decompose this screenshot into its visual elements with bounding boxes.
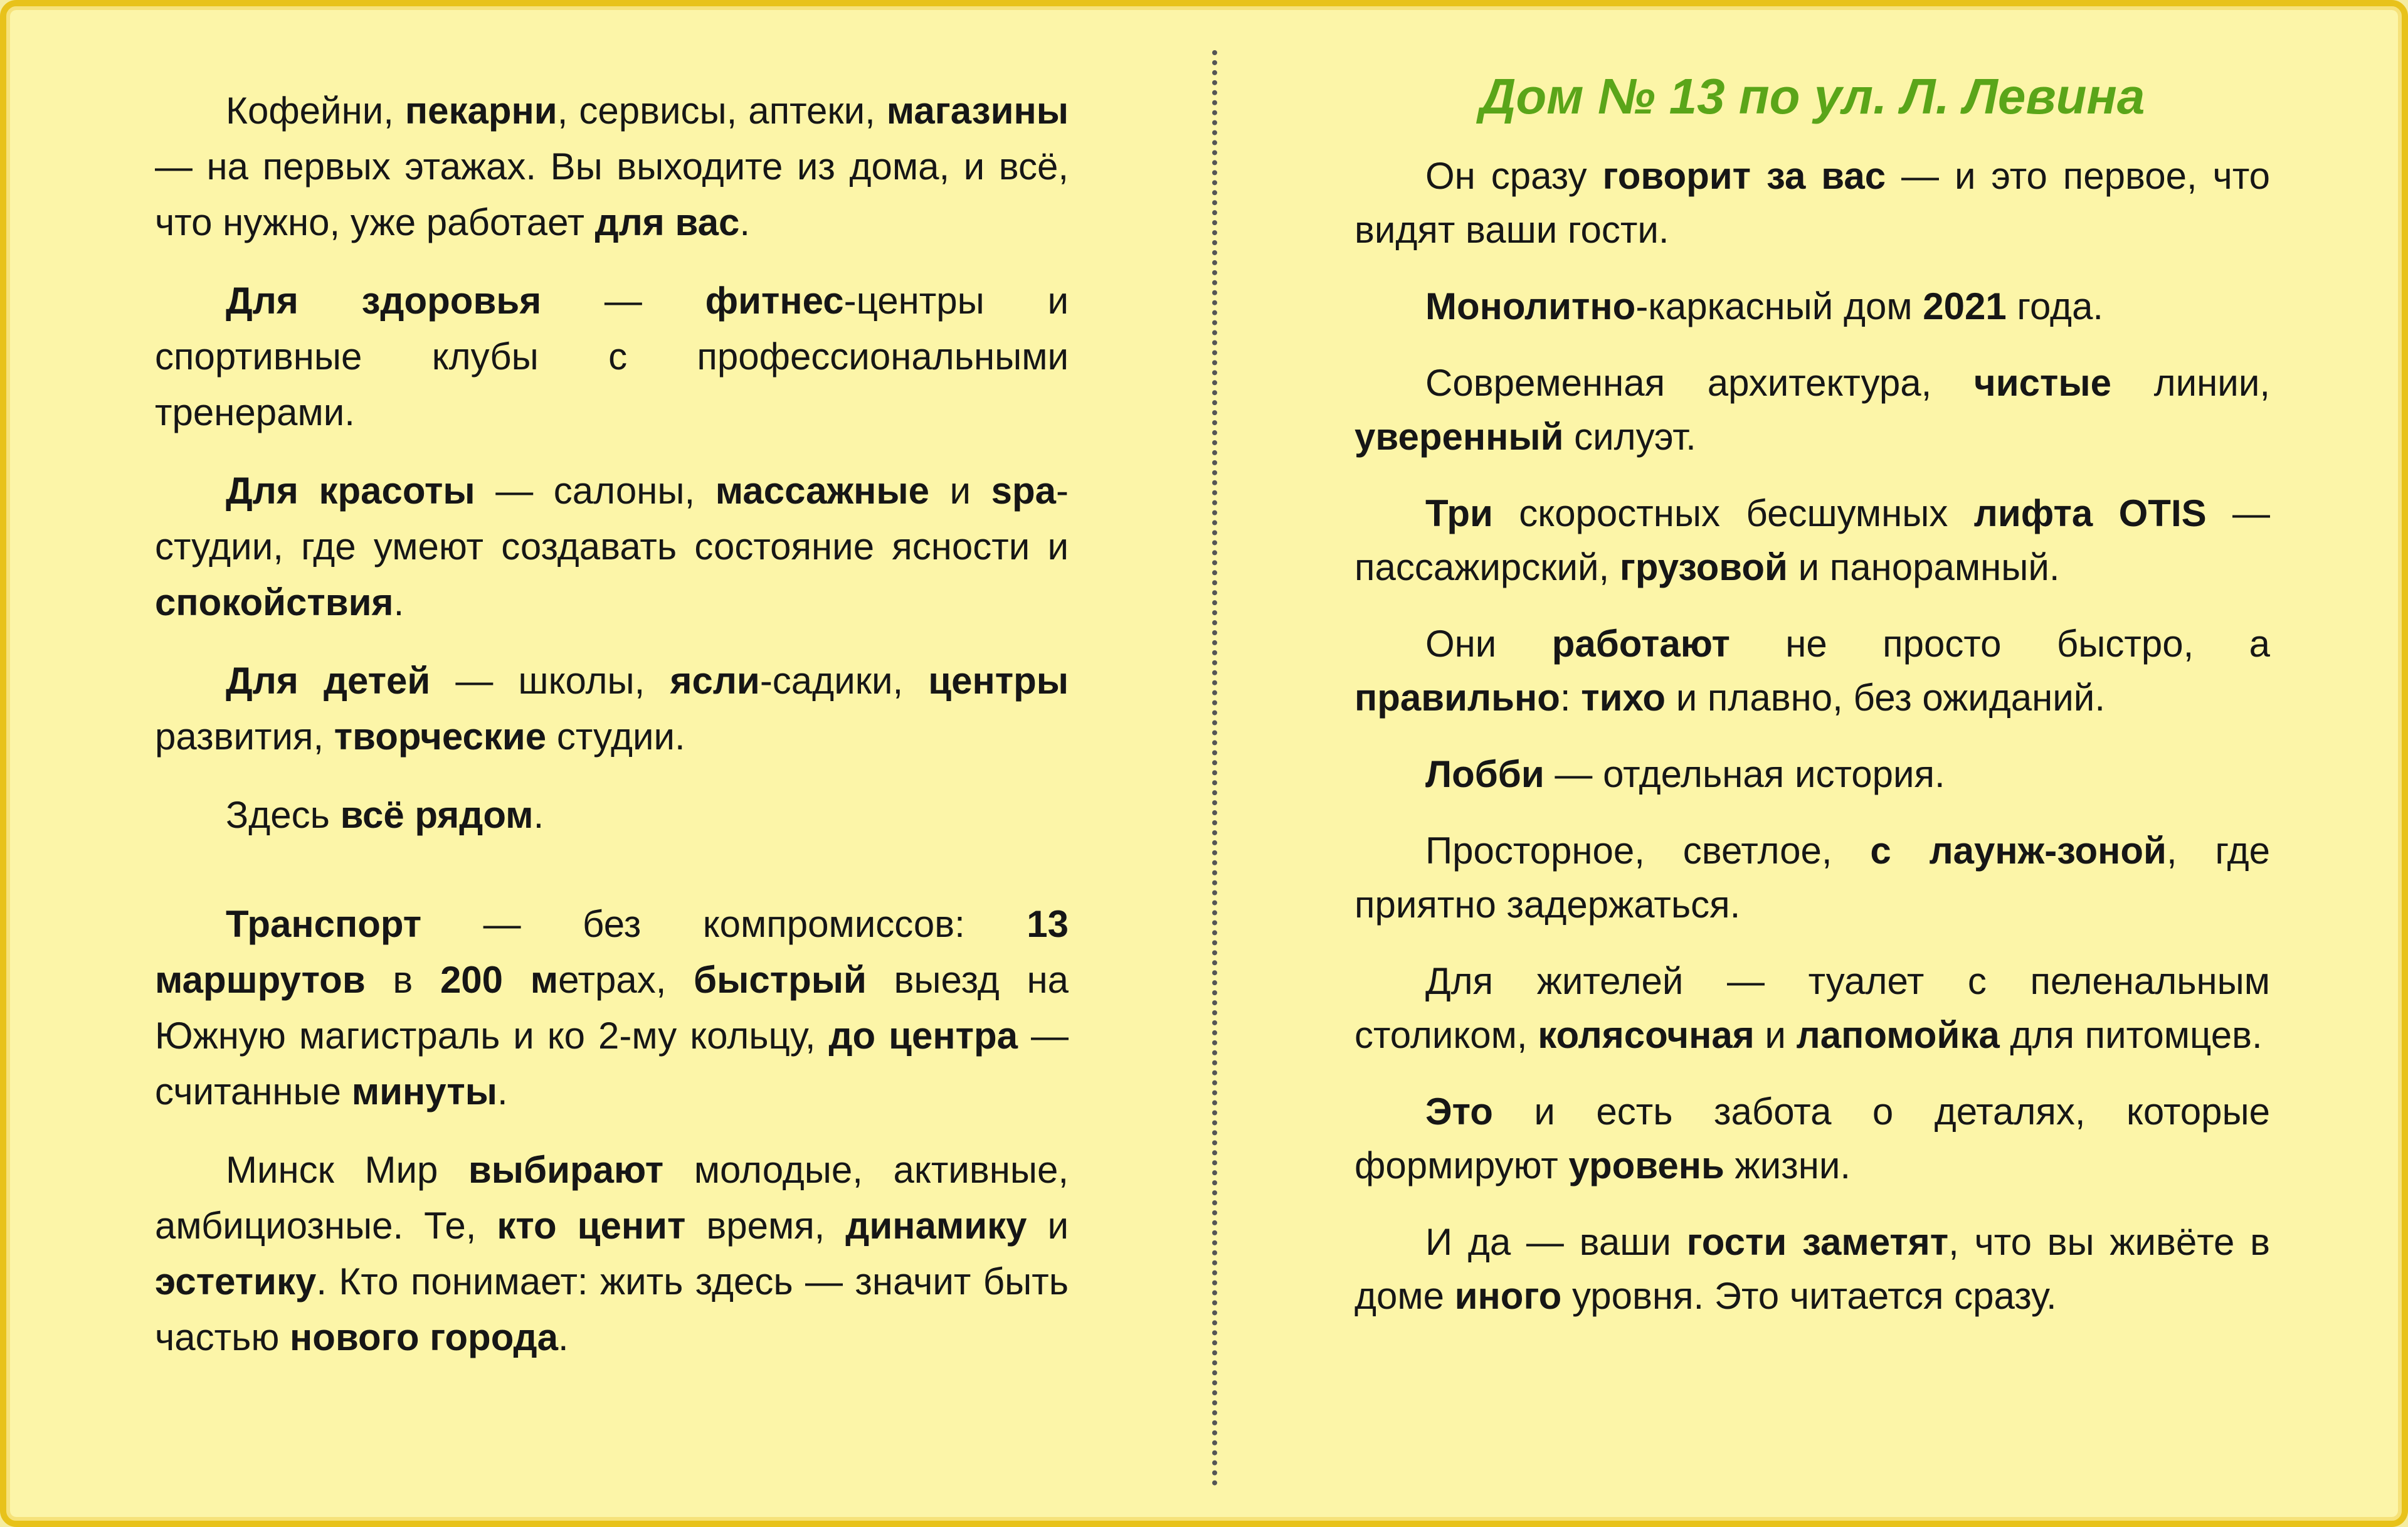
bold-text: творческие xyxy=(334,716,547,758)
bold-text: Лобби xyxy=(1425,753,1545,795)
paragraph xyxy=(1354,149,2270,257)
paragraph xyxy=(155,896,1069,1119)
paragraph xyxy=(1354,1215,2270,1323)
bold-text: гости заметят xyxy=(1686,1221,1949,1263)
bold-text: спокойствия xyxy=(155,581,394,623)
bold-text: Три xyxy=(1425,492,1493,534)
text: силуэт. xyxy=(1563,416,1696,458)
text: — и это первое, что видят ваши гости. xyxy=(1354,155,2270,251)
bold-text: для вас xyxy=(594,201,740,243)
text: Современная архитектура, xyxy=(1425,362,1974,404)
text: уровня. Это читается сразу. xyxy=(1561,1275,2057,1317)
text: для питомцев. xyxy=(1999,1014,2263,1056)
bold-text: кто ценит xyxy=(497,1205,686,1247)
text: — на первых этажах. Вы выходите из дома, и всё, что нужно, уже работает xyxy=(155,145,1069,243)
text: и xyxy=(1027,1205,1069,1247)
text: скоростных бесшумных xyxy=(1492,492,1974,534)
text: Здесь xyxy=(226,794,341,836)
paragraph xyxy=(1354,280,2270,334)
bold-text: Монолитно xyxy=(1425,285,1636,327)
bold-text: 200 м xyxy=(440,959,559,1001)
bold-text: лапомойка xyxy=(1796,1014,2000,1056)
paragraph xyxy=(1354,824,2270,932)
bold-text: колясочная xyxy=(1538,1014,1755,1056)
text: — салоны, xyxy=(475,470,716,512)
text: время, xyxy=(685,1205,846,1247)
bold-text: иного xyxy=(1454,1275,1562,1317)
paragraph xyxy=(155,463,1069,630)
bold-text: уверенный xyxy=(1354,416,1564,458)
right-column xyxy=(1354,6,2270,1521)
bold-text: пекарни xyxy=(404,90,557,132)
text: молодые, активные, амбициозные. Те, xyxy=(155,1149,1069,1247)
bold-text: работают xyxy=(1551,623,1730,665)
text: . xyxy=(739,201,750,243)
bold-text: Транспорт xyxy=(226,903,422,945)
text: -студии, где умеют создавать состояние ясности и xyxy=(155,470,1069,568)
text: и xyxy=(1754,1014,1797,1056)
text: , сервисы, аптеки, xyxy=(557,90,887,132)
bold-text: Это xyxy=(1425,1091,1493,1133)
paragraph xyxy=(155,653,1069,764)
bold-text: 2021 xyxy=(1923,285,2007,327)
paragraph xyxy=(1354,1085,2270,1193)
bold-text: с лаунж-зоной xyxy=(1870,830,2167,872)
paragraph xyxy=(155,273,1069,440)
bold-text: лифта OTIS xyxy=(1973,492,2207,534)
paragraph xyxy=(1354,487,2270,594)
column-divider xyxy=(1212,50,1217,1486)
text: И да — ваши xyxy=(1425,1221,1687,1263)
paragraph xyxy=(155,1142,1069,1365)
bold-text: центры xyxy=(928,660,1069,702)
bold-text: минуты xyxy=(351,1070,497,1112)
text: -садики, xyxy=(759,660,929,702)
text: развития, xyxy=(155,716,334,758)
text: — школы, xyxy=(430,660,670,702)
text: Минск Мир xyxy=(226,1149,468,1191)
text: — xyxy=(541,280,705,322)
bold-text: Для здоровья xyxy=(226,280,542,322)
text: студии. xyxy=(546,716,685,758)
text: Просторное, светлое, xyxy=(1425,830,1871,872)
bold-text: фитнес xyxy=(705,280,844,322)
bold-text: говорит за вас xyxy=(1602,155,1886,197)
bold-text: массажные xyxy=(715,470,929,512)
text: . xyxy=(497,1070,508,1112)
text: . xyxy=(393,581,404,623)
text: етрах, xyxy=(558,959,694,1001)
bold-text: магазины xyxy=(886,90,1069,132)
left-column xyxy=(155,6,1069,1521)
paragraph xyxy=(1354,954,2270,1062)
bold-text: нового города xyxy=(290,1316,559,1358)
bold-text: выбирают xyxy=(468,1149,664,1191)
text: в xyxy=(365,959,440,1001)
text: и xyxy=(929,470,991,512)
text: — без компромиссов: xyxy=(421,903,1027,945)
paragraph xyxy=(1354,748,2270,801)
section-title: Дом № 13 по ул. Л. Левина xyxy=(1479,68,2145,124)
bold-text: Для красоты xyxy=(226,470,475,512)
paragraph xyxy=(155,83,1069,250)
text: и есть забота о деталях, которые формируют xyxy=(1354,1091,2270,1186)
bold-text: Для детей xyxy=(226,660,431,702)
text: и плавно, без ожиданий. xyxy=(1666,677,2105,719)
text: — пассажирский, xyxy=(1354,492,2271,588)
text: , где приятно задержаться. xyxy=(1354,830,2270,926)
text: Кофейни, xyxy=(226,90,405,132)
text: . Кто понимает: жить здесь — значит быть частью xyxy=(155,1260,1069,1358)
text: линии, xyxy=(2111,362,2270,404)
text: Они xyxy=(1425,623,1552,665)
text: Он сразу xyxy=(1425,155,1603,197)
text: и панорамный. xyxy=(1787,546,2060,588)
paragraph xyxy=(1354,356,2270,464)
bold-text: правильно xyxy=(1354,677,1560,719)
bold-text: до центра xyxy=(828,1015,1018,1057)
bold-text: тихо xyxy=(1581,677,1666,719)
text: Для жителей — туалет с пеленальным столиком, xyxy=(1354,960,2270,1056)
text: , что вы живёте в доме xyxy=(1354,1221,2271,1317)
text: -каркасный дом xyxy=(1635,285,1923,327)
text: . xyxy=(558,1316,569,1358)
text: -центры и спортивные клубы с профессиональными тренерами. xyxy=(155,280,1069,433)
bold-text: 13 маршрутов xyxy=(155,903,1069,1001)
right-column-body xyxy=(1354,149,2270,1323)
text: — отдельная история. xyxy=(1544,753,1945,795)
bold-text: всё рядом xyxy=(340,794,534,836)
text: : xyxy=(1560,677,1582,719)
bold-text: уровень xyxy=(1568,1144,1724,1186)
bold-text: быстрый xyxy=(694,959,867,1001)
text: выезд на Южную магистраль и ко 2-му кольцу, xyxy=(155,959,1069,1057)
text: — считанные xyxy=(155,1015,1069,1112)
bold-text: эстетику xyxy=(155,1260,317,1302)
paragraph xyxy=(155,787,1069,843)
text: не просто быстро, а xyxy=(1729,623,2270,665)
bold-text: spa xyxy=(991,470,1057,512)
bold-text: чистые xyxy=(1973,362,2111,404)
text: жизни. xyxy=(1724,1144,1851,1186)
bold-text: грузовой xyxy=(1619,546,1788,588)
bold-text: ясли xyxy=(670,660,760,702)
paragraph xyxy=(1354,617,2270,725)
bold-text: динамику xyxy=(845,1205,1027,1247)
text: . xyxy=(533,794,544,836)
text: года. xyxy=(2006,285,2104,327)
